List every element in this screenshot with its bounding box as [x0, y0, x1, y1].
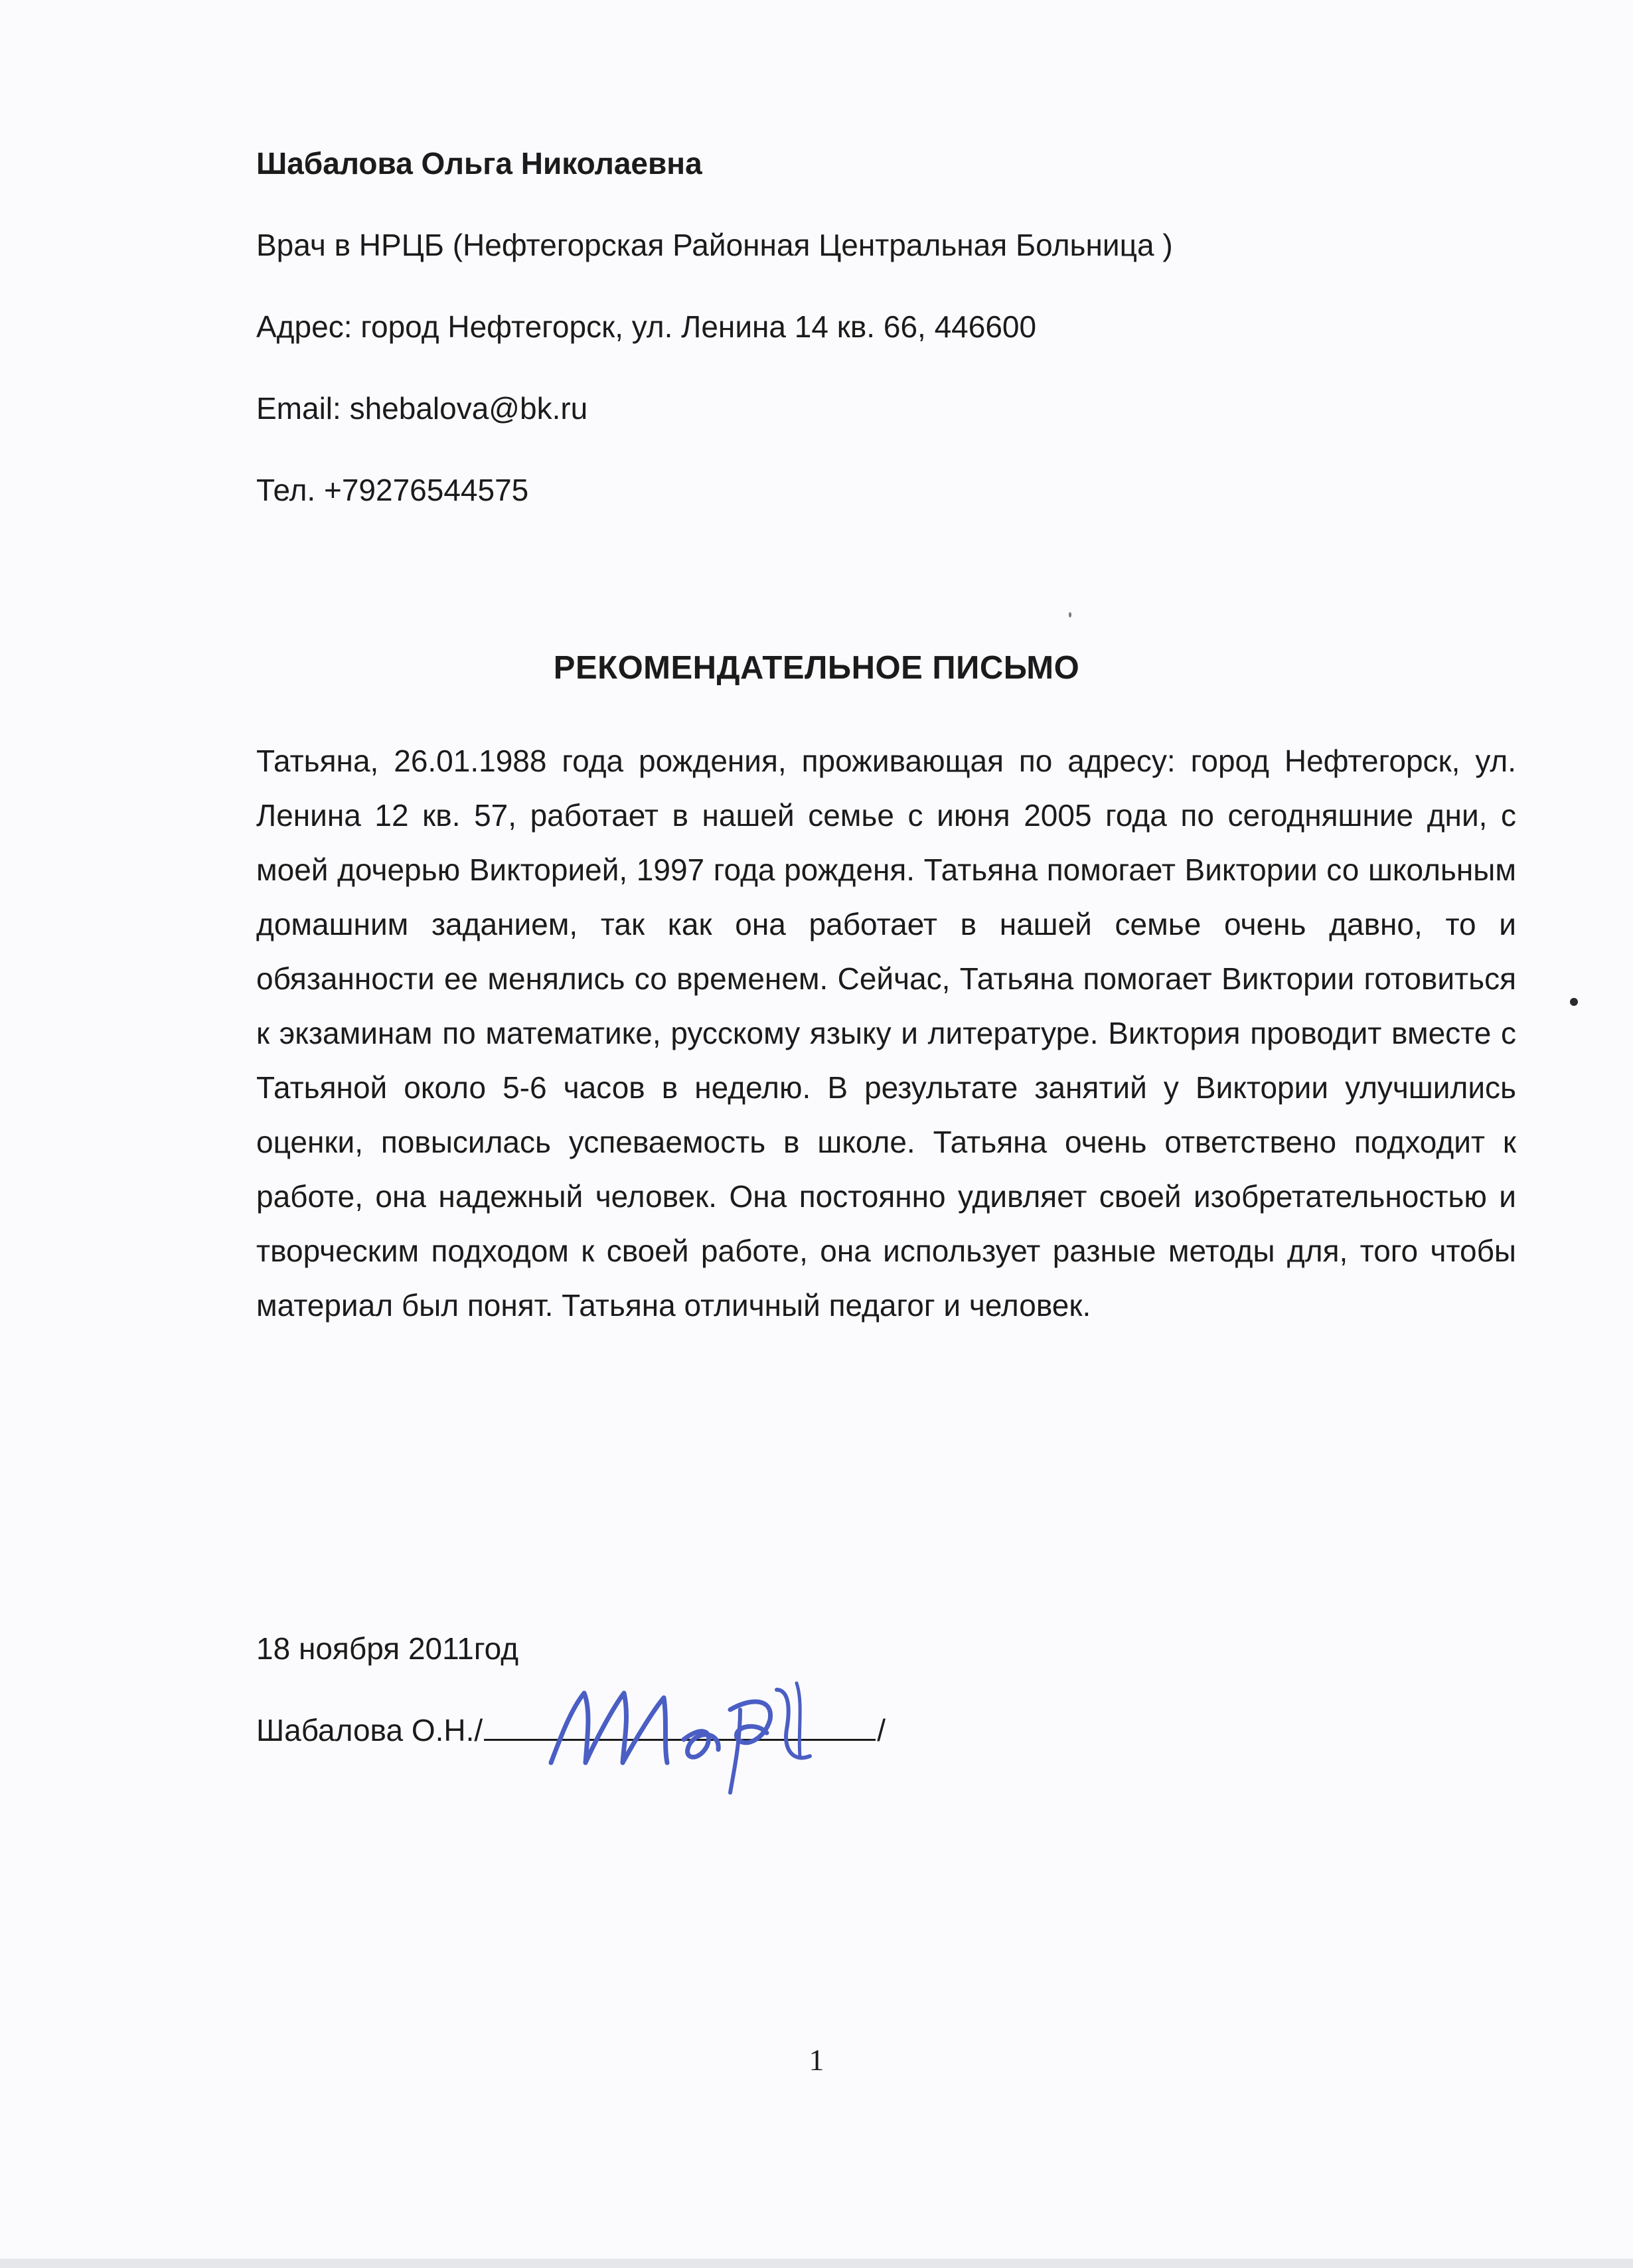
- signature-line-end: /: [877, 1713, 886, 1747]
- scan-speck: [1570, 998, 1578, 1006]
- sender-name: Шабалова Ольга Николаевна: [256, 146, 702, 181]
- signer-name: Шабалова О.Н./: [256, 1713, 483, 1747]
- sender-phone: Тел. +79276544575: [256, 473, 529, 507]
- sender-address: Адрес: город Нефтегорск, ул. Ленина 14 кв. 66, 446600: [256, 309, 1037, 344]
- sender-email: Email: shebalova@bk.ru: [256, 391, 588, 426]
- letter-body: Татьяна, 26.01.1988 года рождения, проживающая по адресу: город Нефтегорск, ул. Ленина 12 кв. 57, работает в нашей семье с июня 2005 года по сегодняшние дни, с моей дочерью Викторией, 1997 года рожденя. Татьяна помогает Виктории со школьным домашним заданием, так как она работает в нашей семье очень давно, то и обязанности ее менялись со временем. Сейчас, Татьяна помогает Виктории готовиться к экзаминам по математике, русскому языку и литературе. Виктория проводит вместе с Татьяной около 5-6 часов в неделю. В результате занятий у Виктории улучшились оценки, повысилась успеваемость в школе. Татьяна очень ответствено подходит к работе, она надежный человек. Она постоянно удивляет своей изобретательностью и творческим подходом к своей работе, она использует разные методы для, того чтобы материал был понят. Татьяна отличный педагог и человек.: [256, 744, 1516, 1323]
- handwritten-signature: [531, 1663, 843, 1796]
- scan-speck: [1069, 612, 1071, 617]
- scan-edge-shadow: [0, 2259, 1633, 2268]
- letter-title: РЕКОМЕНДАТЕЛЬНОЕ ПИСЬМО: [553, 650, 1080, 686]
- letter-date: 18 ноября 2011год: [256, 1631, 519, 1666]
- page-number: 1: [809, 2043, 824, 2077]
- sender-position: Врач в НРЦБ (Нефтегорская Районная Центральная Больница ): [256, 228, 1173, 262]
